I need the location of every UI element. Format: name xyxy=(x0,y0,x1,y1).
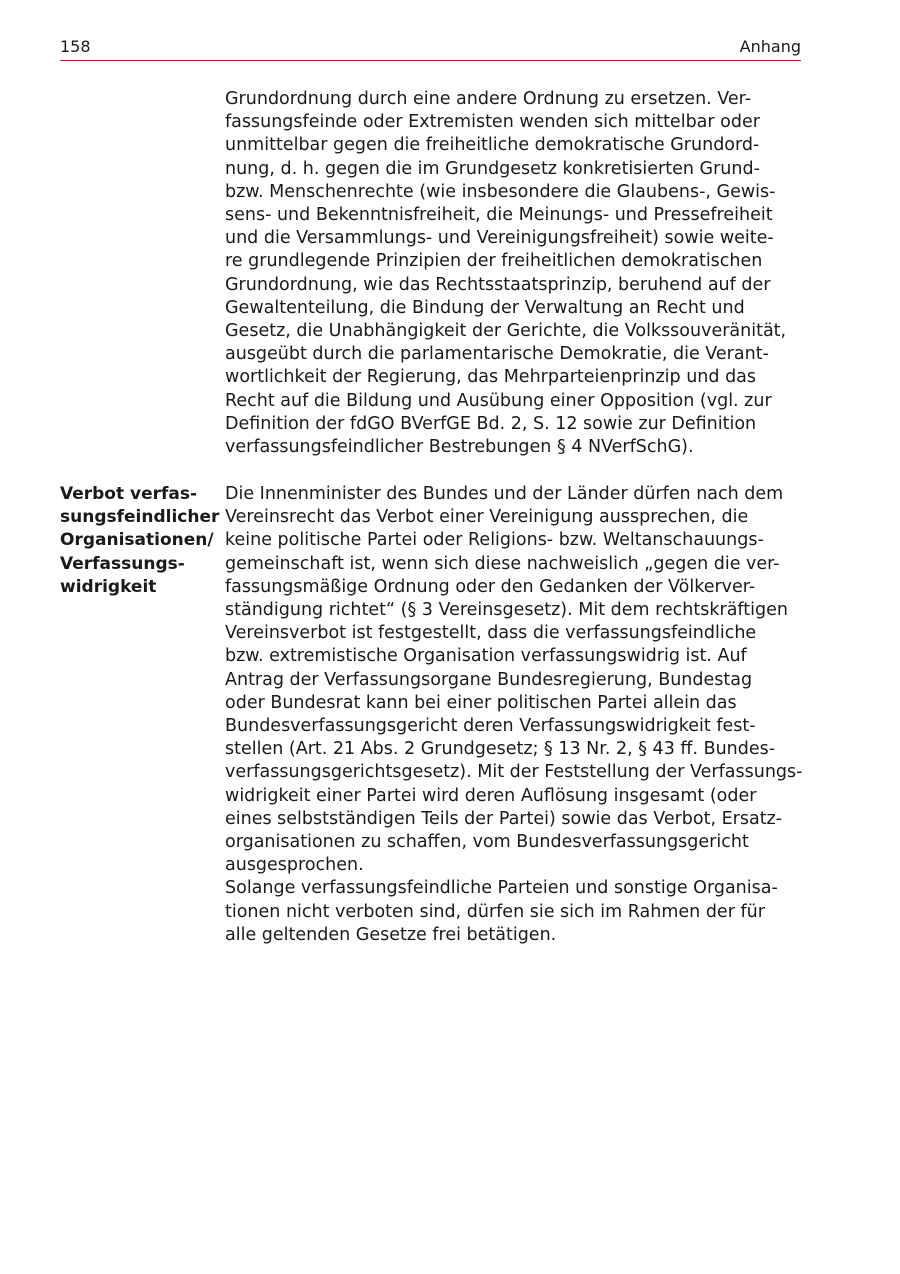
text-line: Bundesverfassungsgericht deren Verfassungswidrigkeit fest- xyxy=(225,716,756,737)
text-line: re grundlegende Prinzipien der freiheitlichen demokratischen xyxy=(225,251,763,272)
text-line: gemeinschaft ist, wenn sich diese nachweislich „gegen die ver- xyxy=(225,553,780,574)
marginal-heading-line: sungsfeindlicher xyxy=(60,507,220,528)
text-line: Definition der fdGO BVerfGE Bd. 2, S. 12 sowie zur Definition xyxy=(225,413,757,434)
text-line: nung, d. h. gegen die im Grundgesetz konkretisierten Grund- xyxy=(225,158,760,179)
text-line: bzw. extremistische Organisation verfassungswidrig ist. Auf xyxy=(225,646,747,667)
text-line: Gesetz, die Unabhängigkeit der Gerichte, die Volkssouveränität, xyxy=(225,321,787,342)
page-number: 158 xyxy=(60,37,91,56)
text-line: alle geltenden Gesetze frei betätigen. xyxy=(225,924,557,945)
entry-verbot-body xyxy=(225,483,805,947)
text-line: verfassungsfeindlicher Bestrebungen § 4 NVerfSchG). xyxy=(225,437,694,458)
text-line: unmittelbar gegen die freiheitliche demokratische Grundord- xyxy=(225,135,760,156)
text-line: Grundordnung durch eine andere Ordnung zu ersetzen. Ver- xyxy=(225,89,752,109)
text-line: Die Innenminister des Bundes und der Länder dürfen nach dem xyxy=(225,484,784,504)
text-line: wortlichkeit der Regierung, das Mehrparteienprinzip und das xyxy=(225,367,757,388)
text-line: Solange verfassungsfeindliche Parteien und sonstige Organisa- xyxy=(225,878,778,899)
text-line: bzw. Menschenrechte (wie insbesondere die Glaubens-, Gewis- xyxy=(225,181,776,202)
text-line: ausgesprochen. xyxy=(225,855,364,876)
marginal-heading-line: Organisationen/ xyxy=(60,530,214,551)
text-line: fassungsmäßige Ordnung oder den Gedanken der Völkerver- xyxy=(225,576,756,597)
text-line: und die Versammlungs- und Vereinigungsfreiheit) sowie weite- xyxy=(225,228,774,249)
marginal-heading-line: widrigkeit xyxy=(60,576,157,597)
paragraph-continuation xyxy=(225,88,805,459)
page-header xyxy=(60,36,801,61)
text-line: Grundordnung, wie das Rechtsstaatsprinzip, beruhend auf der xyxy=(225,274,771,295)
text-line: widrigkeit einer Partei wird deren Auflösung insgesamt (oder xyxy=(225,785,757,806)
text-line: fassungsfeinde oder Extremisten wenden sich mittelbar oder xyxy=(225,112,760,133)
text-line: stellen (Art. 21 Abs. 2 Grundgesetz; § 13 Nr. 2, § 43 ff. Bundes- xyxy=(225,739,776,760)
text-line: ausgeübt durch die parlamentarische Demokratie, die Verant- xyxy=(225,344,769,365)
text-line: tionen nicht verboten sind, dürfen sie sich im Rahmen der für xyxy=(225,901,765,922)
text-line: eines selbstständigen Teils der Partei) sowie das Verbot, Ersatz- xyxy=(225,808,783,829)
text-line: Recht auf die Bildung und Ausübung einer Opposition (vgl. zur xyxy=(225,390,772,411)
running-section-title: Anhang xyxy=(739,37,801,56)
text-line: verfassungsgerichtsgesetz). Mit der Feststellung der Verfassungs- xyxy=(225,762,803,783)
text-line: Vereinsverbot ist festgestellt, dass die verfassungsfeindliche xyxy=(225,623,757,644)
text-line: Gewaltenteilung, die Bindung der Verwaltung an Recht und xyxy=(225,297,745,318)
text-line: Antrag der Verfassungsorgane Bundesregierung, Bundestag xyxy=(225,669,753,690)
text-line: sens- und Bekenntnisfreiheit, die Meinungs- und Pressefreiheit xyxy=(225,205,773,226)
text-line: keine politische Partei oder Religions- bzw. Weltanschauungs- xyxy=(225,530,764,551)
marginal-heading xyxy=(60,483,220,599)
text-line: organisationen zu schaffen, vom Bundesverfassungsgericht xyxy=(225,832,749,853)
marginal-heading-line: Verfassungs- xyxy=(60,553,185,574)
text-line: Vereinsrecht das Verbot einer Vereinigung aussprechen, die xyxy=(225,507,749,528)
text-line: ständigung richtet“ (§ 3 Vereinsgesetz). Mit dem rechtskräftigen xyxy=(225,600,788,621)
text-line: oder Bundesrat kann bei einer politischen Partei allein das xyxy=(225,692,737,713)
marginal-heading-line: Verbot verfas- xyxy=(60,484,198,504)
